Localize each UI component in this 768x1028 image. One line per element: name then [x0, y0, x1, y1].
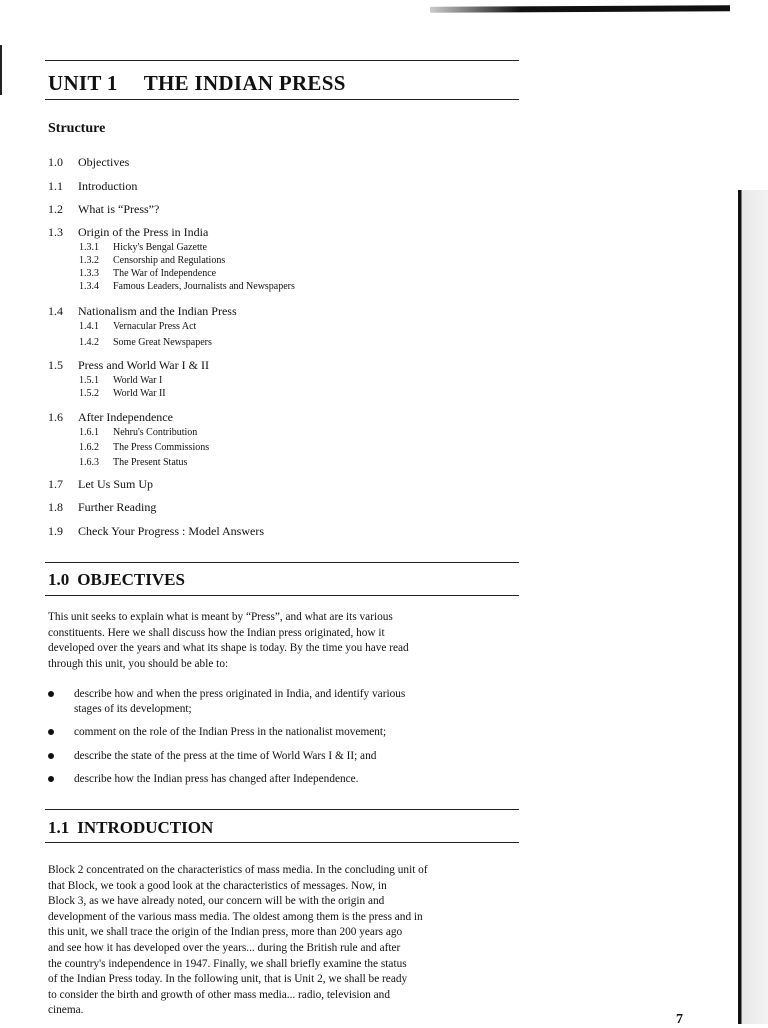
- toc-item-1-2: 1.2 What is “Press”?: [48, 202, 160, 216]
- scan-edge-left: [0, 45, 2, 95]
- toc-item-1-0: 1.0 Objectives: [48, 155, 130, 169]
- structure-heading: Structure: [48, 121, 106, 136]
- toc-subitem: 1.3.3 The War of Independence: [79, 268, 217, 279]
- objectives-rule-top: [45, 562, 519, 563]
- unit-title-text: THE INDIAN PRESS: [143, 71, 346, 95]
- toc-subitem: 1.5.1 World War I: [79, 375, 163, 386]
- toc-item-1-9: 1.9 Check Your Progress : Model Answers: [48, 524, 264, 538]
- toc-item-1-3: 1.3 Origin of the Press in India: [48, 225, 209, 239]
- bullet-dot-icon: [48, 691, 54, 697]
- toc-subitem: 1.6.3 The Present Status: [79, 457, 188, 468]
- toc-item-1-8: 1.8 Further Reading: [48, 500, 157, 514]
- toc-item-1-1: 1.1 Introduction: [48, 179, 138, 193]
- introduction-rule-top: [45, 809, 519, 810]
- toc-subitem: 1.3.2 Censorship and Regulations: [79, 255, 226, 266]
- toc-subitem: 1.4.1 Vernacular Press Act: [79, 321, 197, 332]
- title-rule-bottom: [45, 99, 519, 100]
- toc-subitem: 1.3.4 Famous Leaders, Journalists and Newspapers: [79, 281, 295, 292]
- toc-sublist-1-3: [79, 241, 295, 293]
- page-number: 7: [676, 1012, 683, 1027]
- toc-subitem: 1.5.2 World War II: [79, 388, 166, 399]
- unit-title: [48, 71, 346, 96]
- title-rule-top: [45, 60, 519, 61]
- toc-subitem: 1.6.2 The Press Commissions: [79, 442, 210, 453]
- scan-edge-right: [738, 190, 768, 1024]
- toc-item-1-5: 1.5 Press and World War I & II: [48, 358, 209, 372]
- scan-edge-top: [430, 5, 730, 13]
- unit-label: UNIT 1: [48, 71, 118, 95]
- bullet-dot-icon: [48, 776, 54, 782]
- toc-sublist-1-5: [79, 374, 166, 400]
- introduction-rule-bottom: [45, 842, 519, 843]
- objectives-rule-bottom: [45, 595, 519, 596]
- bullet-dot-icon: [48, 729, 54, 735]
- toc-subitem: 1.4.2 Some Great Newspapers: [79, 337, 212, 348]
- toc-item-1-4: 1.4 Nationalism and the Indian Press: [48, 304, 237, 318]
- toc-subitem: 1.3.1 Hicky's Bengal Gazette: [79, 242, 207, 253]
- objectives-heading: 1.0 OBJECTIVES: [48, 570, 185, 589]
- toc-subitem: 1.6.1 Nehru's Contribution: [79, 427, 198, 438]
- toc-sublist-1-4: [79, 320, 212, 349]
- introduction-heading: 1.1 INTRODUCTION: [48, 818, 214, 837]
- bullet-dot-icon: [48, 753, 54, 759]
- toc-sublist-1-6: [79, 426, 209, 469]
- introduction-paragraph: Block 2 concentrated on the characteristics of mass media. In the concluding unit of that Block, we took a good look at the characteristics of messages. Now, in Block 3, as we have already noted, our concern will be with the origin and development of the various mass media. The oldest among them is the press and in this unit, we shall trace the origin of the Indian press, more than 200 years ago and see how it has developed over the years... during the British rule and after the country's independence in 1947. Finally, we shall briefly examine the status of the Indian Press today. In the following unit, that is Unit 2, we shall be ready to consider the birth and growth of other mass media... radio, television and cinema.: [48, 864, 428, 1017]
- toc-item-1-7: 1.7 Let Us Sum Up: [48, 477, 153, 491]
- objectives-paragraph: This unit seeks to explain what is meant by “Press”, and what are its various constituents. Here we shall discuss how the Indian press originated, how it developed over the years and what its shape is today. By the time you have read through this unit, you should be able to:: [48, 611, 409, 670]
- toc-item-1-6: 1.6 After Independence: [48, 410, 173, 424]
